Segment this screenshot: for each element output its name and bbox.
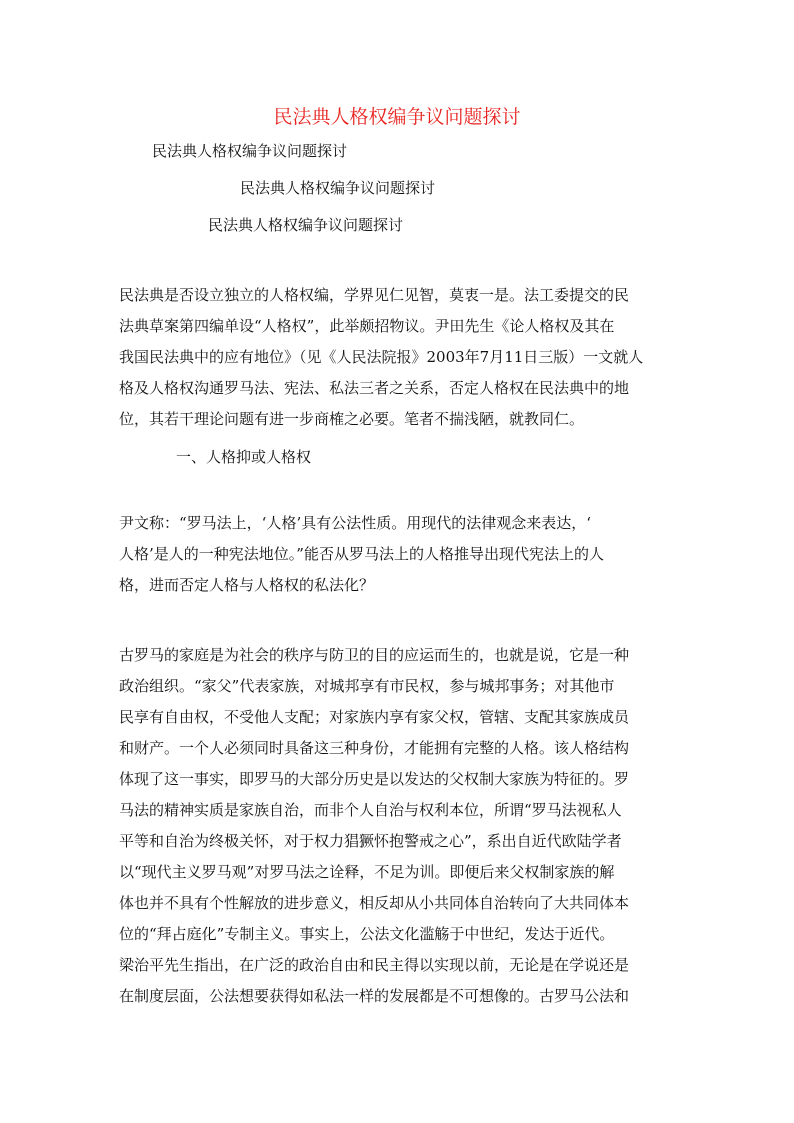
subtitle-line-1: 民法典人格权编争议问题探讨 [152, 142, 348, 160]
paragraph-line: 古罗马的家庭是为社会的秩序与防卫的目的应运而生的，也就是说，它是一种 [119, 646, 630, 664]
paragraph-line: 位的“拜占庭化”专制主义。事实上，公法文化滥觞于中世纪，发达于近代。 [119, 925, 615, 943]
paragraph-line: 平等和自治为终极关怀，对于权力猖獗怀抱警戒之心”，系出自近代欧陆学者 [119, 832, 622, 850]
paragraph-line: 民享有自由权，不受他人支配；对家族内享有家父权，管辖、支配其家族成员 [119, 708, 630, 726]
paragraph-line: 政治组织。“家父”代表家族，对城邦享有市民权，参与城邦事务；对其他市 [119, 677, 615, 695]
paragraph-line: 尹文称：“罗马法上，‘人格’具有公法性质。用现代的法律观念来表达，‘ [119, 514, 591, 532]
section-heading: 一、人格抑或人格权 [176, 448, 312, 466]
paragraph-line: 体现了这一事实，即罗马的大部分历史是以发达的父权制大家族为特征的。罗 [119, 770, 630, 788]
paragraph-line: 民法典是否设立独立的人格权编，学界见仁见智，莫衷一是。法工委提交的民 [119, 286, 630, 304]
paragraph-line: 格及人格权沟通罗马法、宪法、私法三者之关系，否定人格权在民法典中的地 [119, 379, 630, 397]
paragraph-line: 梁治平先生指出，在广泛的政治自由和民主得以实现以前，无论是在学说还是 [119, 956, 630, 974]
paragraph-line: 人格’是人的一种宪法地位。”能否从罗马法上的人格推导出现代宪法上的人 [119, 545, 604, 563]
paragraph-quote [119, 508, 679, 601]
paragraph-intro [119, 280, 679, 435]
paragraph-line: 体也并不具有个性解放的进步意义，相反却从小共同体自治转向了大共同体本 [119, 894, 630, 912]
paragraph-line: 以“现代主义罗马观”对罗马法之诠释，不足为训。即便后来父权制家族的解 [119, 863, 615, 881]
paragraph-line: 法典草案第四编单设“人格权”，此举颇招物议。尹田先生《论人格权及其在 [119, 317, 615, 335]
paragraph-roman-family [119, 640, 679, 1012]
document-title: 民法典人格权编争议问题探讨 [273, 106, 521, 128]
paragraph-line: 我国民法典中的应有地位》（见《人民法院报》2003年7月11日三版）一文就人 [119, 348, 644, 366]
paragraph-line: 位，其若干理论问题有进一步商榷之必要。笔者不揣浅陋，就教同仁。 [119, 410, 585, 428]
subtitle-line-3: 民法典人格权编争议问题探讨 [208, 216, 404, 234]
paragraph-line: 在制度层面，公法想要获得如私法一样的发展都是不可想像的。古罗马公法和 [119, 987, 630, 1005]
paragraph-line: 和财产。一个人必须同时具备这三种身份，才能拥有完整的人格。该人格结构 [119, 739, 630, 757]
paragraph-line: 格，进而否定人格与人格权的私法化？ [119, 576, 375, 594]
paragraph-line: 马法的精神实质是家族自治，而非个人自治与权利本位，所谓“罗马法视私人 [119, 801, 622, 819]
subtitle-line-2: 民法典人格权编争议问题探讨 [240, 179, 436, 197]
